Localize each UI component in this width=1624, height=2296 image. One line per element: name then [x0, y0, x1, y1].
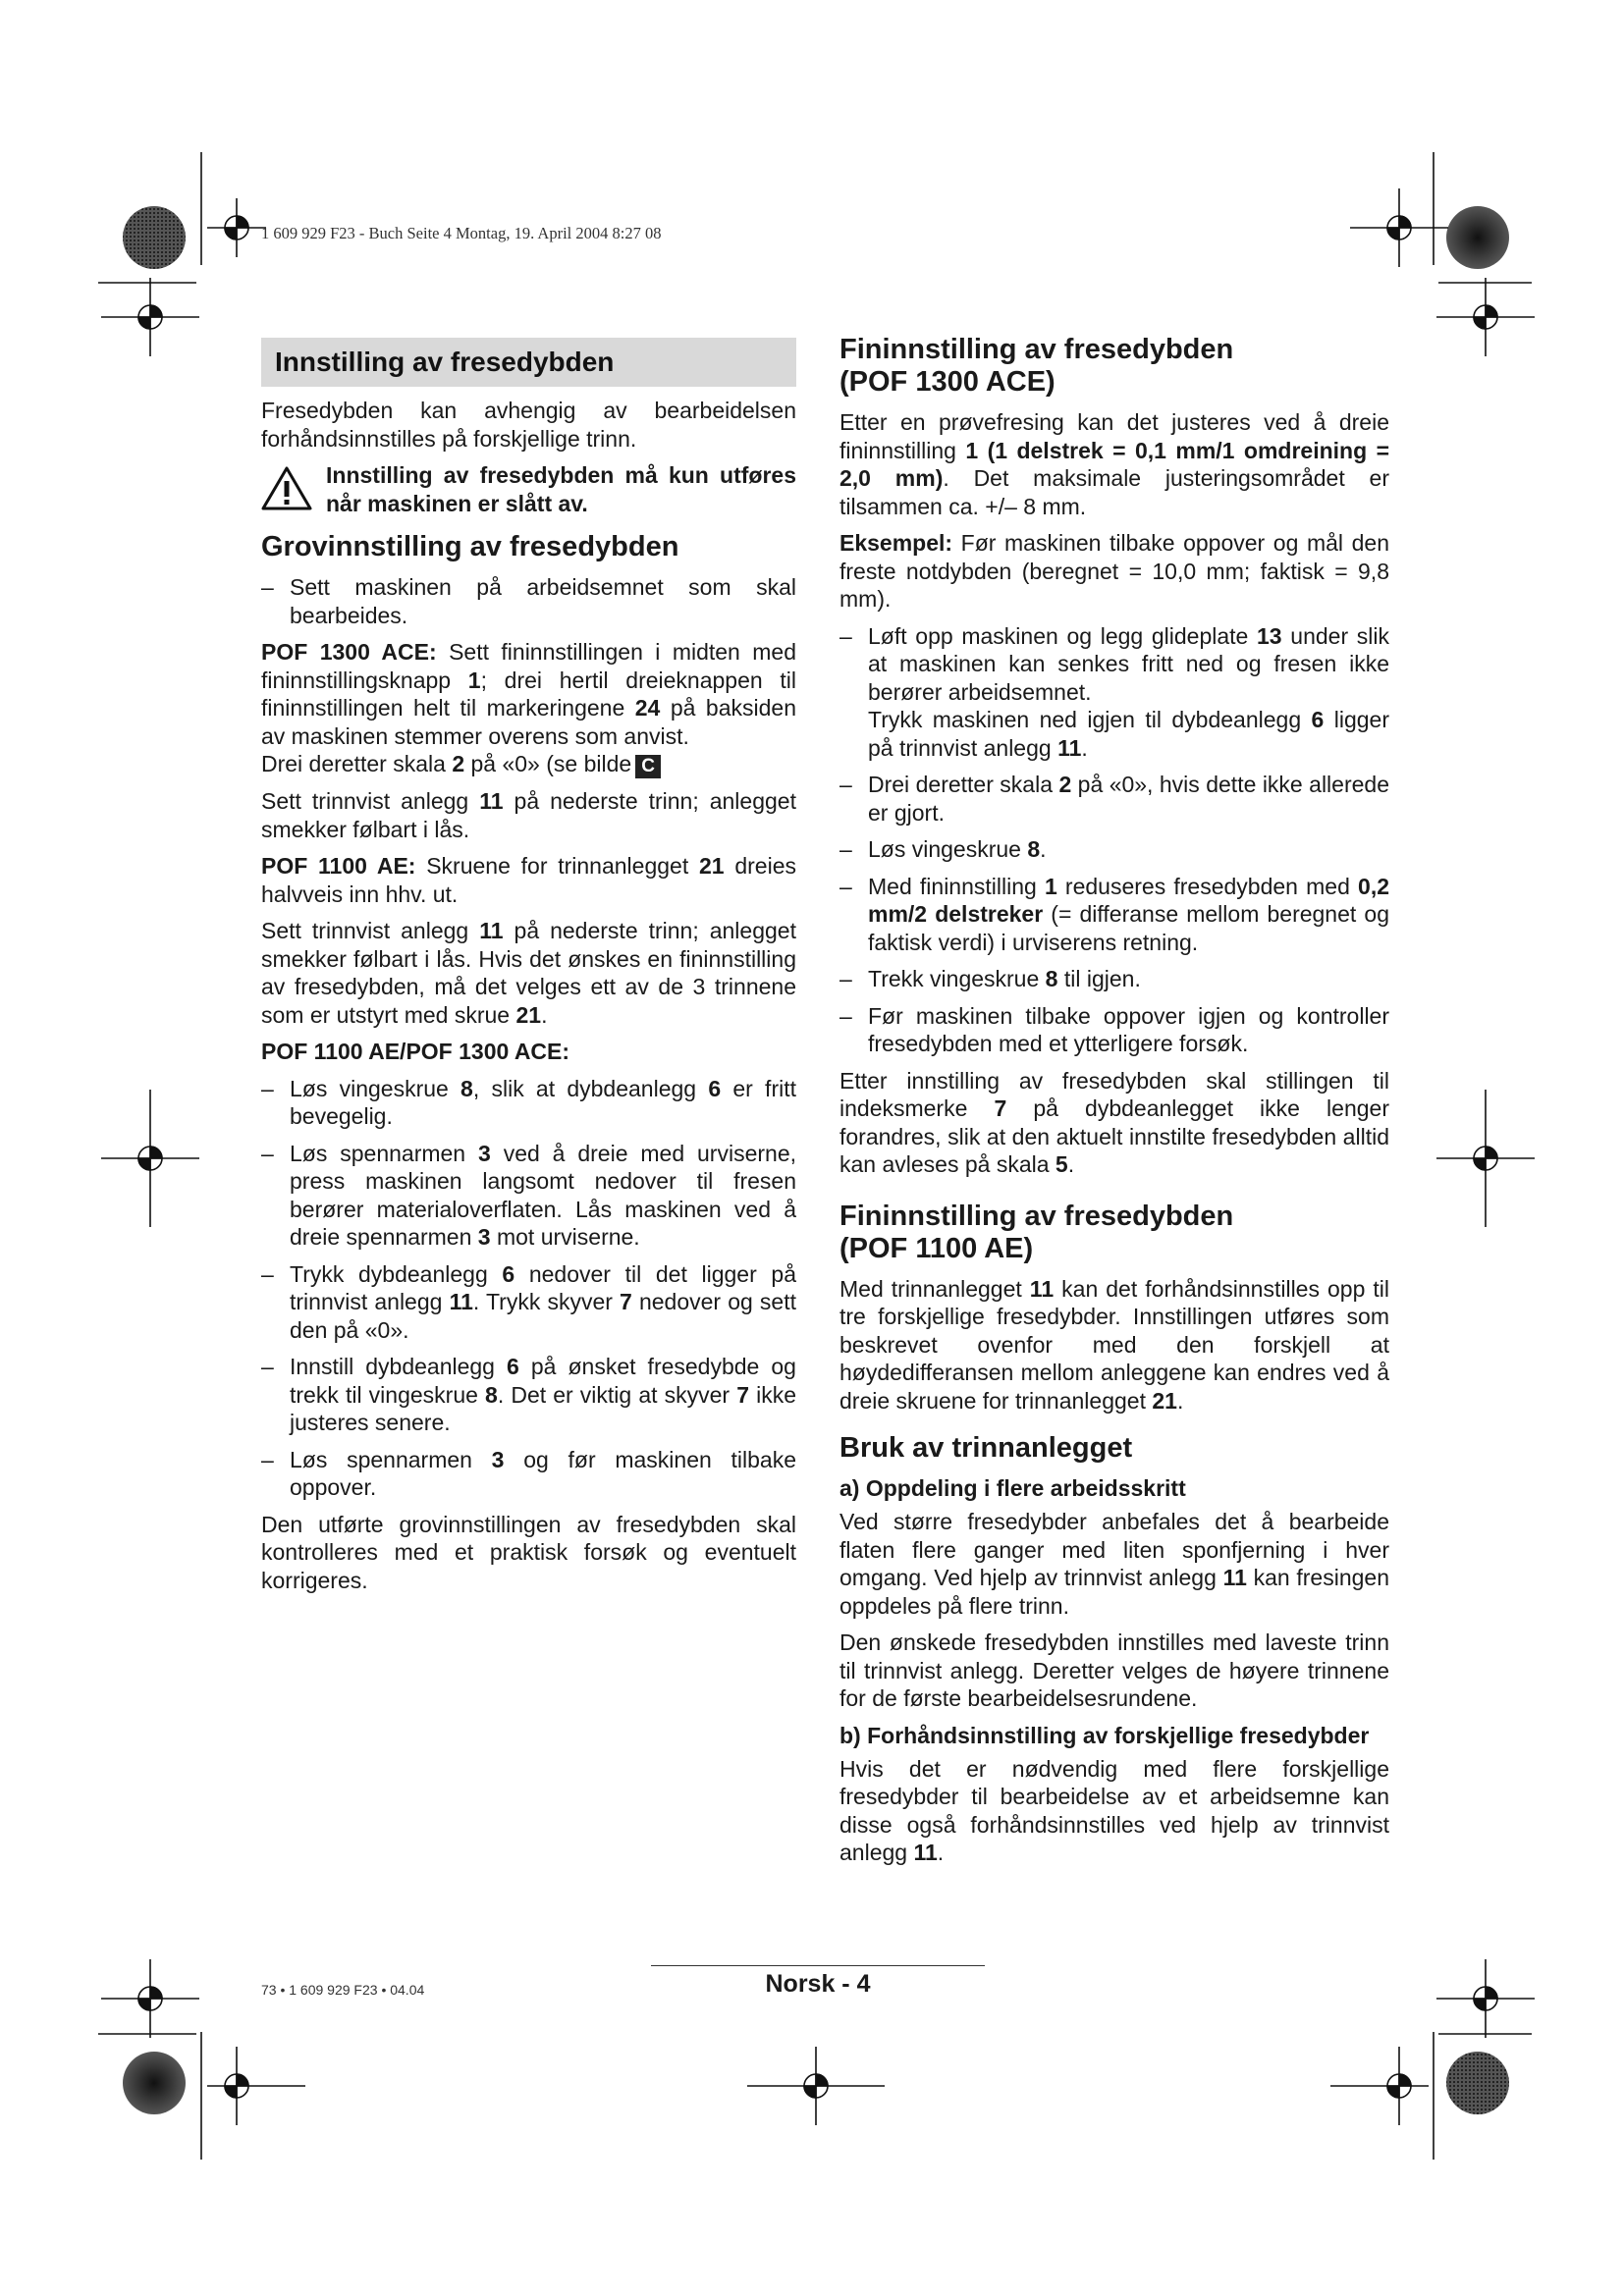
grov-steps-list — [261, 1075, 796, 1502]
bruk-a-paragraph-2: Den ønskede fresedybden innstilles med laveste trinn til trinnvist anlegg. Deretter velges de høyere trinnene for de første bearbeidelsesrundene. — [839, 1629, 1389, 1711]
list-item: – Løft opp maskinen og legg glideplate 13 under slik at maskinen kan senkes fritt ned og fresen ikke berører arbeidsemnet. Trykk maskinen ned igjen til dybdeanlegg 6 ligger på trinnvist anlegg 11. — [839, 622, 1390, 761]
example-paragraph: Eksempel: Før maskinen tilbake oppover og mål den freste notdybden (beregnet = 10,0 mm; faktisk = 9,8 mm). — [839, 530, 1389, 612]
warning-icon — [261, 465, 312, 510]
fin1300-paragraph: Etter en prøvefresing kan det justeres ved å dreie fininnstilling 1 (1 delstrek = 0,1 mm/1 omdreining = 2,0 mm). Det maksimale justeringsområdet er tilsammen ca. +/– 8 mm. — [839, 409, 1389, 519]
list-item: – Før maskinen tilbake oppover igjen og kontroller fresedybden med et ytterligere forsøk. — [839, 1002, 1389, 1056]
warning-notice — [261, 461, 796, 517]
index-paragraph: Etter innstilling av fresedybden skal stillingen til indeksmerke 7 på dybdeanlegget ikke lenger forandres, slik at den aktuelt innstilte fresedybden alltid kan avleses på skala 5. — [839, 1067, 1389, 1177]
bruk-heading: Bruk av trinnanlegget — [839, 1432, 1133, 1464]
bruk-b-heading: b) Forhåndsinnstilling av forskjellige fresedybder — [839, 1722, 1370, 1748]
fin1300-steps-list — [839, 622, 1389, 1058]
print-imprint: 1 609 929 F23 - Buch Seite 4 Montag, 19. April 2004 8:27 08 — [261, 224, 662, 242]
section-heading: Innstilling av fresedybden — [261, 338, 796, 387]
list-item: – Innstill dybdeanlegg 6 på ønsket fresedybde og trekk til vingeskrue 8. Det er viktig at skyver 7 ikke justeres senere. — [261, 1354, 796, 1435]
warning-text: Innstilling av fresedybden må kun utføres når maskinen er slått av. — [326, 462, 796, 516]
bruk-a-heading: a) Oppdeling i flere arbeidsskritt — [839, 1475, 1186, 1501]
figure-ref-c: C — [635, 755, 661, 778]
list-item: – Sett maskinen på arbeidsemnet som skal bearbeides. — [261, 574, 796, 628]
fin1300-heading: Fininnstilling av fresedybden (POF 1300 ACE) — [839, 334, 1234, 398]
drei-paragraph: Drei deretter skala 2 på «0» (se bilde C — [261, 750, 796, 778]
right-column — [839, 334, 1389, 1876]
list-item: – Løs spennarmen 3 ved å dreie med urviserne, press maskinen langsomt nedover til fresen berører materialoverflaten. Lås maskinen ved å dreie spennarmen 3 mot urviserne. — [261, 1140, 797, 1250]
list-dash: – — [261, 574, 274, 600]
footer-rule — [651, 1965, 985, 1966]
list-item: – Trykk dybdeanlegg 6 nedover til det ligger på trinnvist anlegg 11. Trykk skyver 7 nedover og sett den på «0». — [261, 1260, 796, 1343]
bruk-b-paragraph: Hvis det er nødvendig med flere forskjellige fresedybder til bearbeidelse av et arbeidsemne kan disse også forhåndsinnstilles ved hjelp av trinnvist anlegg 11. — [839, 1755, 1389, 1865]
list-item: – Drei deretter skala 2 på «0», hvis dette ikke allerede er gjort. — [839, 772, 1389, 826]
page-number: Norsk - 4 — [765, 1970, 871, 1998]
list-item: – Med fininnstilling 1 reduseres fresedybden med 0,2 mm/2 delstreker (= differanse mellom beregnet og faktisk verdi) i urviserens retning. — [839, 873, 1390, 955]
pof1300-paragraph: POF 1300 ACE: Sett fininnstillingen i midten med fininnstillingsknapp 1; drei hertil dreieknappen til fininnstillingen helt til markeringene 24 på baksiden av maskinen stemmer overens som anvist. — [261, 639, 797, 749]
list-item: – Trekk vingeskrue 8 til igjen. — [839, 966, 1141, 991]
list-item: – Løs spennarmen 3 og før maskinen tilbake oppover. — [261, 1446, 796, 1500]
grov-list-1 — [261, 573, 796, 629]
both-label: POF 1100 AE/POF 1300 ACE: — [261, 1039, 570, 1064]
closing-paragraph: Den utførte grovinnstillingen av fresedybden skal kontrolleres med et praktisk forsøk og eventuelt korrigeres. — [261, 1511, 796, 1593]
bruk-a-paragraph-1: Ved større fresedybder anbefales det å bearbeide flaten flere ganger med liten sponfjerning i hver omgang. Ved hjelp av trinnvist anlegg 11 kan fresingen oppdeles på flere trinn. — [839, 1509, 1389, 1619]
list-item: – Løs vingeskrue 8. — [839, 836, 1047, 862]
grov-heading: Grovinnstilling av fresedybden — [261, 531, 679, 562]
footer-code: 73 • 1 609 929 F23 • 04.04 — [261, 1982, 425, 1998]
list-item: – Løs vingeskrue 8, slik at dybdeanlegg 6 er fritt bevegelig. — [261, 1075, 796, 1129]
sett2-paragraph: Sett trinnvist anlegg 11 på nederste trinn; anlegget smekker følbart i lås. Hvis det ønskes en fininnstilling av fresedybden, må det velges ett av de 3 trinnene som er utstyrt med skrue 21. — [261, 918, 796, 1028]
sett1-paragraph: Sett trinnvist anlegg 11 på nederste trinn; anlegget smekker følbart i lås. — [261, 788, 796, 842]
fin1100-heading: Fininnstilling av fresedybden (POF 1100 AE) — [839, 1200, 1234, 1264]
intro-paragraph: Fresedybden kan avhengig av bearbeidelsen forhåndsinnstilles på forskjellige trinn. — [261, 398, 796, 452]
left-column — [261, 334, 796, 1603]
pof1100-paragraph: POF 1100 AE: Skruene for trinnanlegget 21 dreies halvveis inn hhv. ut. — [261, 853, 796, 907]
fin1100-paragraph: Med trinnanlegget 11 kan det forhåndsinnstilles opp til tre forskjellige fresedybder. Innstillingen utføres som beskrevet ovenfor med den forskjell at høydedifferansen mellom anleggene kan endres ved å dreie skruene for trinnanlegget 21. — [839, 1275, 1390, 1414]
